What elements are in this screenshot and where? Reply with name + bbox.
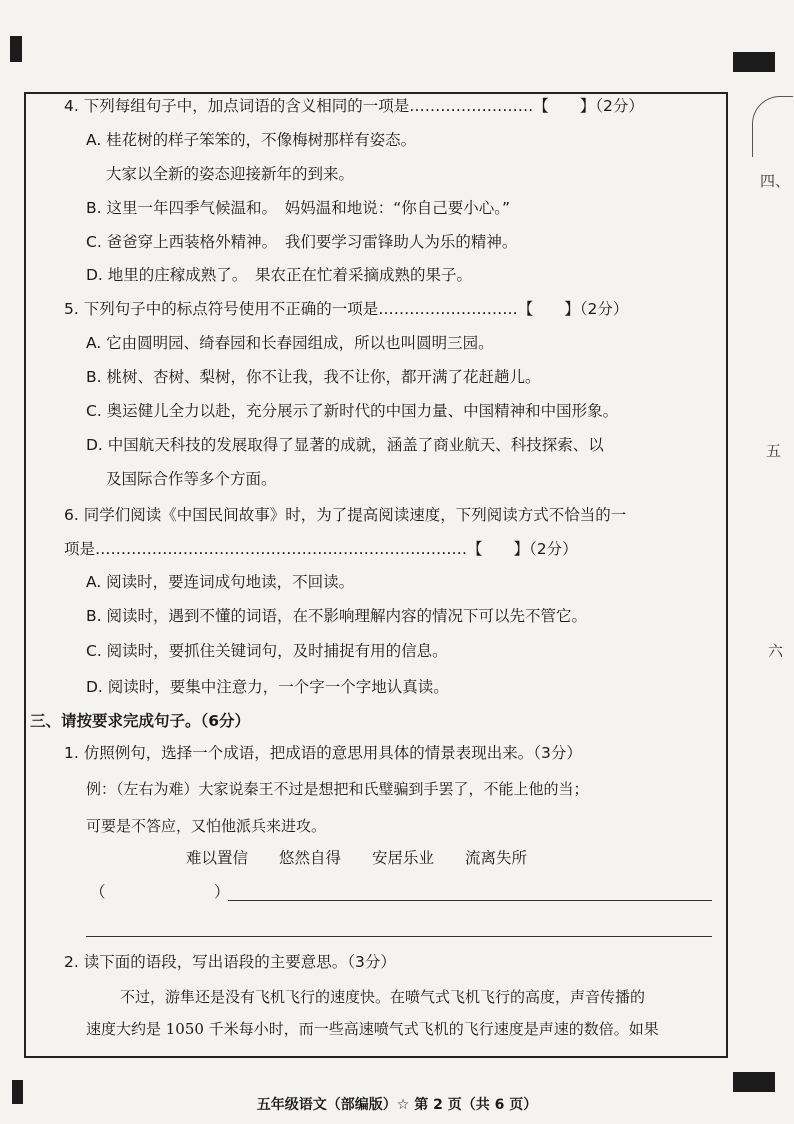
- q4-option-a: A. 桂花树的样子笨笨的，不像梅树那样有姿态。: [86, 131, 417, 149]
- reading-passage-line2: 速度大约是 1050 千米每小时，而一些高速喷气式飞机的飞行速度是声速的数倍。如果: [86, 1020, 659, 1038]
- registration-mark-top-left: [10, 36, 22, 62]
- q6-stem: 6. 同学们阅读《中国民间故事》时，为了提高阅读速度，下列阅读方式不恰当的一: [64, 506, 627, 524]
- q5-option-d-continued: 及国际合作等多个方面。: [106, 470, 277, 488]
- answer-bracket-close: ）: [214, 883, 230, 901]
- q6-option-b: B. 阅读时，遇到不懂的词语，在不影响理解内容的情况下可以先不管它。: [86, 607, 587, 625]
- q4-option-d: D. 地里的庄稼成熟了。 果农正在忙着采摘成熟的果子。: [86, 266, 473, 284]
- q6-option-d: D. 阅读时，要集中注意力，一个字一个字地认真读。: [86, 678, 449, 696]
- sec3-q2-prompt: 2. 读下面的语段，写出语段的主要意思。（3分）: [64, 953, 396, 971]
- q5-option-a: A. 它由圆明园、绮春园和长春园组成，所以也叫圆明三园。: [86, 334, 494, 352]
- q4-option-a-second: 大家以全新的姿态迎接新年的到来。: [106, 165, 355, 183]
- answer-bracket-open: （: [90, 883, 106, 901]
- sec3-idiom-choices: 难以置信 悠然自得 安居乐业 流离失所: [186, 849, 528, 867]
- reading-passage-line1: 不过，游隼还是没有飞机飞行的速度快。在喷气式飞机飞行的高度，声音传播的: [120, 988, 646, 1006]
- adjacent-page-border: [752, 96, 793, 157]
- side-label-five: 五: [766, 442, 782, 460]
- sec3-q1-prompt: 1. 仿照例句，选择一个成语，把成语的意思用具体的情景表现出来。（3分）: [64, 744, 582, 762]
- q6-option-a: A. 阅读时，要连词成句地读，不回读。: [86, 573, 355, 591]
- q5-stem: 5. 下列句子中的标点符号使用不正确的一项是………………………【 】（2分）: [64, 300, 629, 318]
- side-label-four: 四、: [760, 172, 791, 190]
- side-label-six: 六: [768, 642, 784, 660]
- q6-option-c: C. 阅读时，要抓住关键词句，及时捕捉有用的信息。: [86, 642, 448, 660]
- sec3-example-line2: 可要是不答应，又怕他派兵来进攻。: [86, 817, 327, 835]
- sec3-example-line1: 例：（左右为难）大家说秦王不过是想把和氏璧骗到手罢了，不能上他的当；: [86, 780, 589, 798]
- registration-mark-bottom-right: [733, 1072, 775, 1092]
- q5-option-b: B. 桃树、杏树、梨树，你不让我，我不让你，都开满了花赶趟儿。: [86, 368, 541, 386]
- q5-option-c: C. 奥运健儿全力以赴，充分展示了新时代的中国力量、中国精神和中国形象。: [86, 402, 619, 420]
- q6-stem-continued: 项是………………………………………………………………【 】（2分）: [64, 540, 578, 558]
- answer-line-2[interactable]: [86, 936, 712, 937]
- q4-option-c: C. 爸爸穿上西装格外精神。 我们要学习雷锋助人为乐的精神。: [86, 233, 518, 251]
- q5-option-d: D. 中国航天科技的发展取得了显著的成就，涵盖了商业航天、科技探索、以: [86, 436, 604, 454]
- q4-stem: 4. 下列每组句子中，加点词语的含义相同的一项是……………………【 】（2分）: [64, 97, 644, 115]
- answer-line-1[interactable]: [228, 900, 712, 901]
- section-three-title: 三、请按要求完成句子。（6分）: [30, 712, 251, 730]
- q4-option-b: B. 这里一年四季气候温和。 妈妈温和地说：“你自己要小心。”: [86, 199, 511, 217]
- registration-mark-top-right: [733, 52, 775, 72]
- page-footer: 五年级语文（部编版）☆ 第 2 页（共 6 页）: [256, 1097, 538, 1113]
